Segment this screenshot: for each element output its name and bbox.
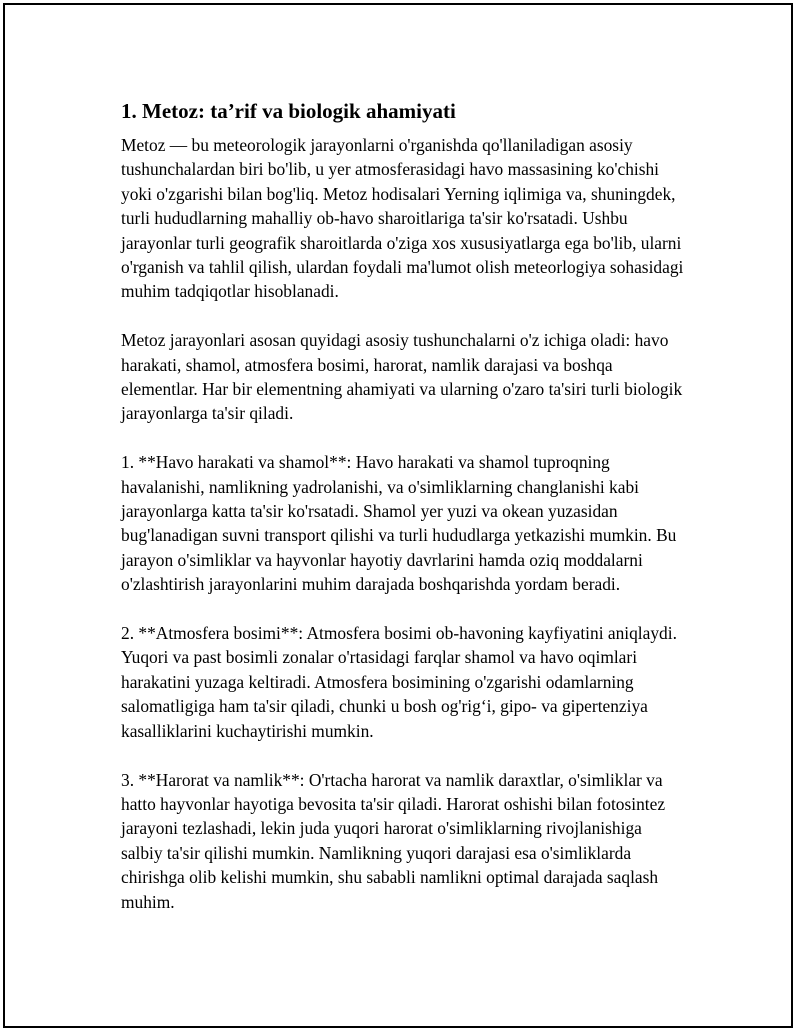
paragraph-air-movement: 1. **Havo harakati va shamol**: Havo harakati va shamol tuproqning havalanishi, namlikning yadrolanishi, va o'simliklarning changlanishi kabi jarayonlarga katta ta'sir ko'rsatadi. Shamol yer yuzi va okean yuzasidan bug'lanadigan suvni transport qilishi va turli hududlarga yetkazishi mumkin. Bu jarayon o'simliklar va hayvonlar hayotiy davrlarini hamda oziq moddalarni o'zlashtirish jarayonlarini muhim darajada boshqarishda yordam beradi. (121, 452, 677, 595)
section-heading: 1. Metoz: ta’rif va biologik ahamiyati (121, 99, 456, 123)
page-frame (3, 3, 793, 1028)
paragraph-temperature-humidity: 3. **Harorat va namlik**: O'rtacha harorat va namlik daraxtlar, o'simliklar va hatto hayvonlar hayotiga bevosita ta'sir qiladi. Harorat oshishi bilan fotosintez jarayoni tezlashadi, lekin juda yuqori harorat o'simliklarning rivojlanishiga salbiy ta'sir qilishi mumkin. Namlikning yuqori darajasi esa o'simliklarda chirishga olib kelishi mumkin, shu sababli namlikni optimal darajada saqlash muhim. (121, 769, 666, 912)
paragraph-definition: Metoz — bu meteorologik jarayonlarni o'rganishda qo'llaniladigan asosiy tushunchalardan biri bo'lib, u yer atmosferasidagi havo massasining ko'chishi yoki o'zgarishi bilan bog'liq. Metoz hodisalari Yerning iqlimiga va, shuningdek, turli hududlarning mahalliy ob-havo sharoitlariga ta'sir ko'rsatadi. Ushbu jarayonlar turli geografik sharoitlarda o'ziga xos xususiyatlarga ega bo'lib, ularni o'rganish va tahlil qilish, ulardan foydali ma'lumot olish meteorlogiya sohasidagi muhim tadqiqotlar hisoblanadi. (121, 135, 684, 302)
paragraph-concepts: Metoz jarayonlari asosan quyidagi asosiy tushunchalarni o'z ichiga oladi: havo harakati, shamol, atmosfera bosimi, harorat, namlik darajasi va boshqa elementlar. Har bir elementning ahamiyati va ularning o'zaro ta'siri turli biologik jarayonlarga ta'sir qiladi. (121, 330, 683, 424)
paragraph-atmospheric-pressure: 2. **Atmosfera bosimi**: Atmosfera bosimi ob-havoning kayfiyatini aniqlaydi. Yuqori va past bosimli zonalar o'rtasidagi farqlar shamol va havo oqimlari harakatini yuzaga keltiradi. Atmosfera bosimining o'zgarishi odamlarning salomatligiga ham ta'sir qiladi, chunki u bosh og'rig‘i, gipo- va gipertenziya kasalliklarini kuchaytirishi mumkin. (121, 623, 677, 741)
document-body (121, 97, 687, 938)
